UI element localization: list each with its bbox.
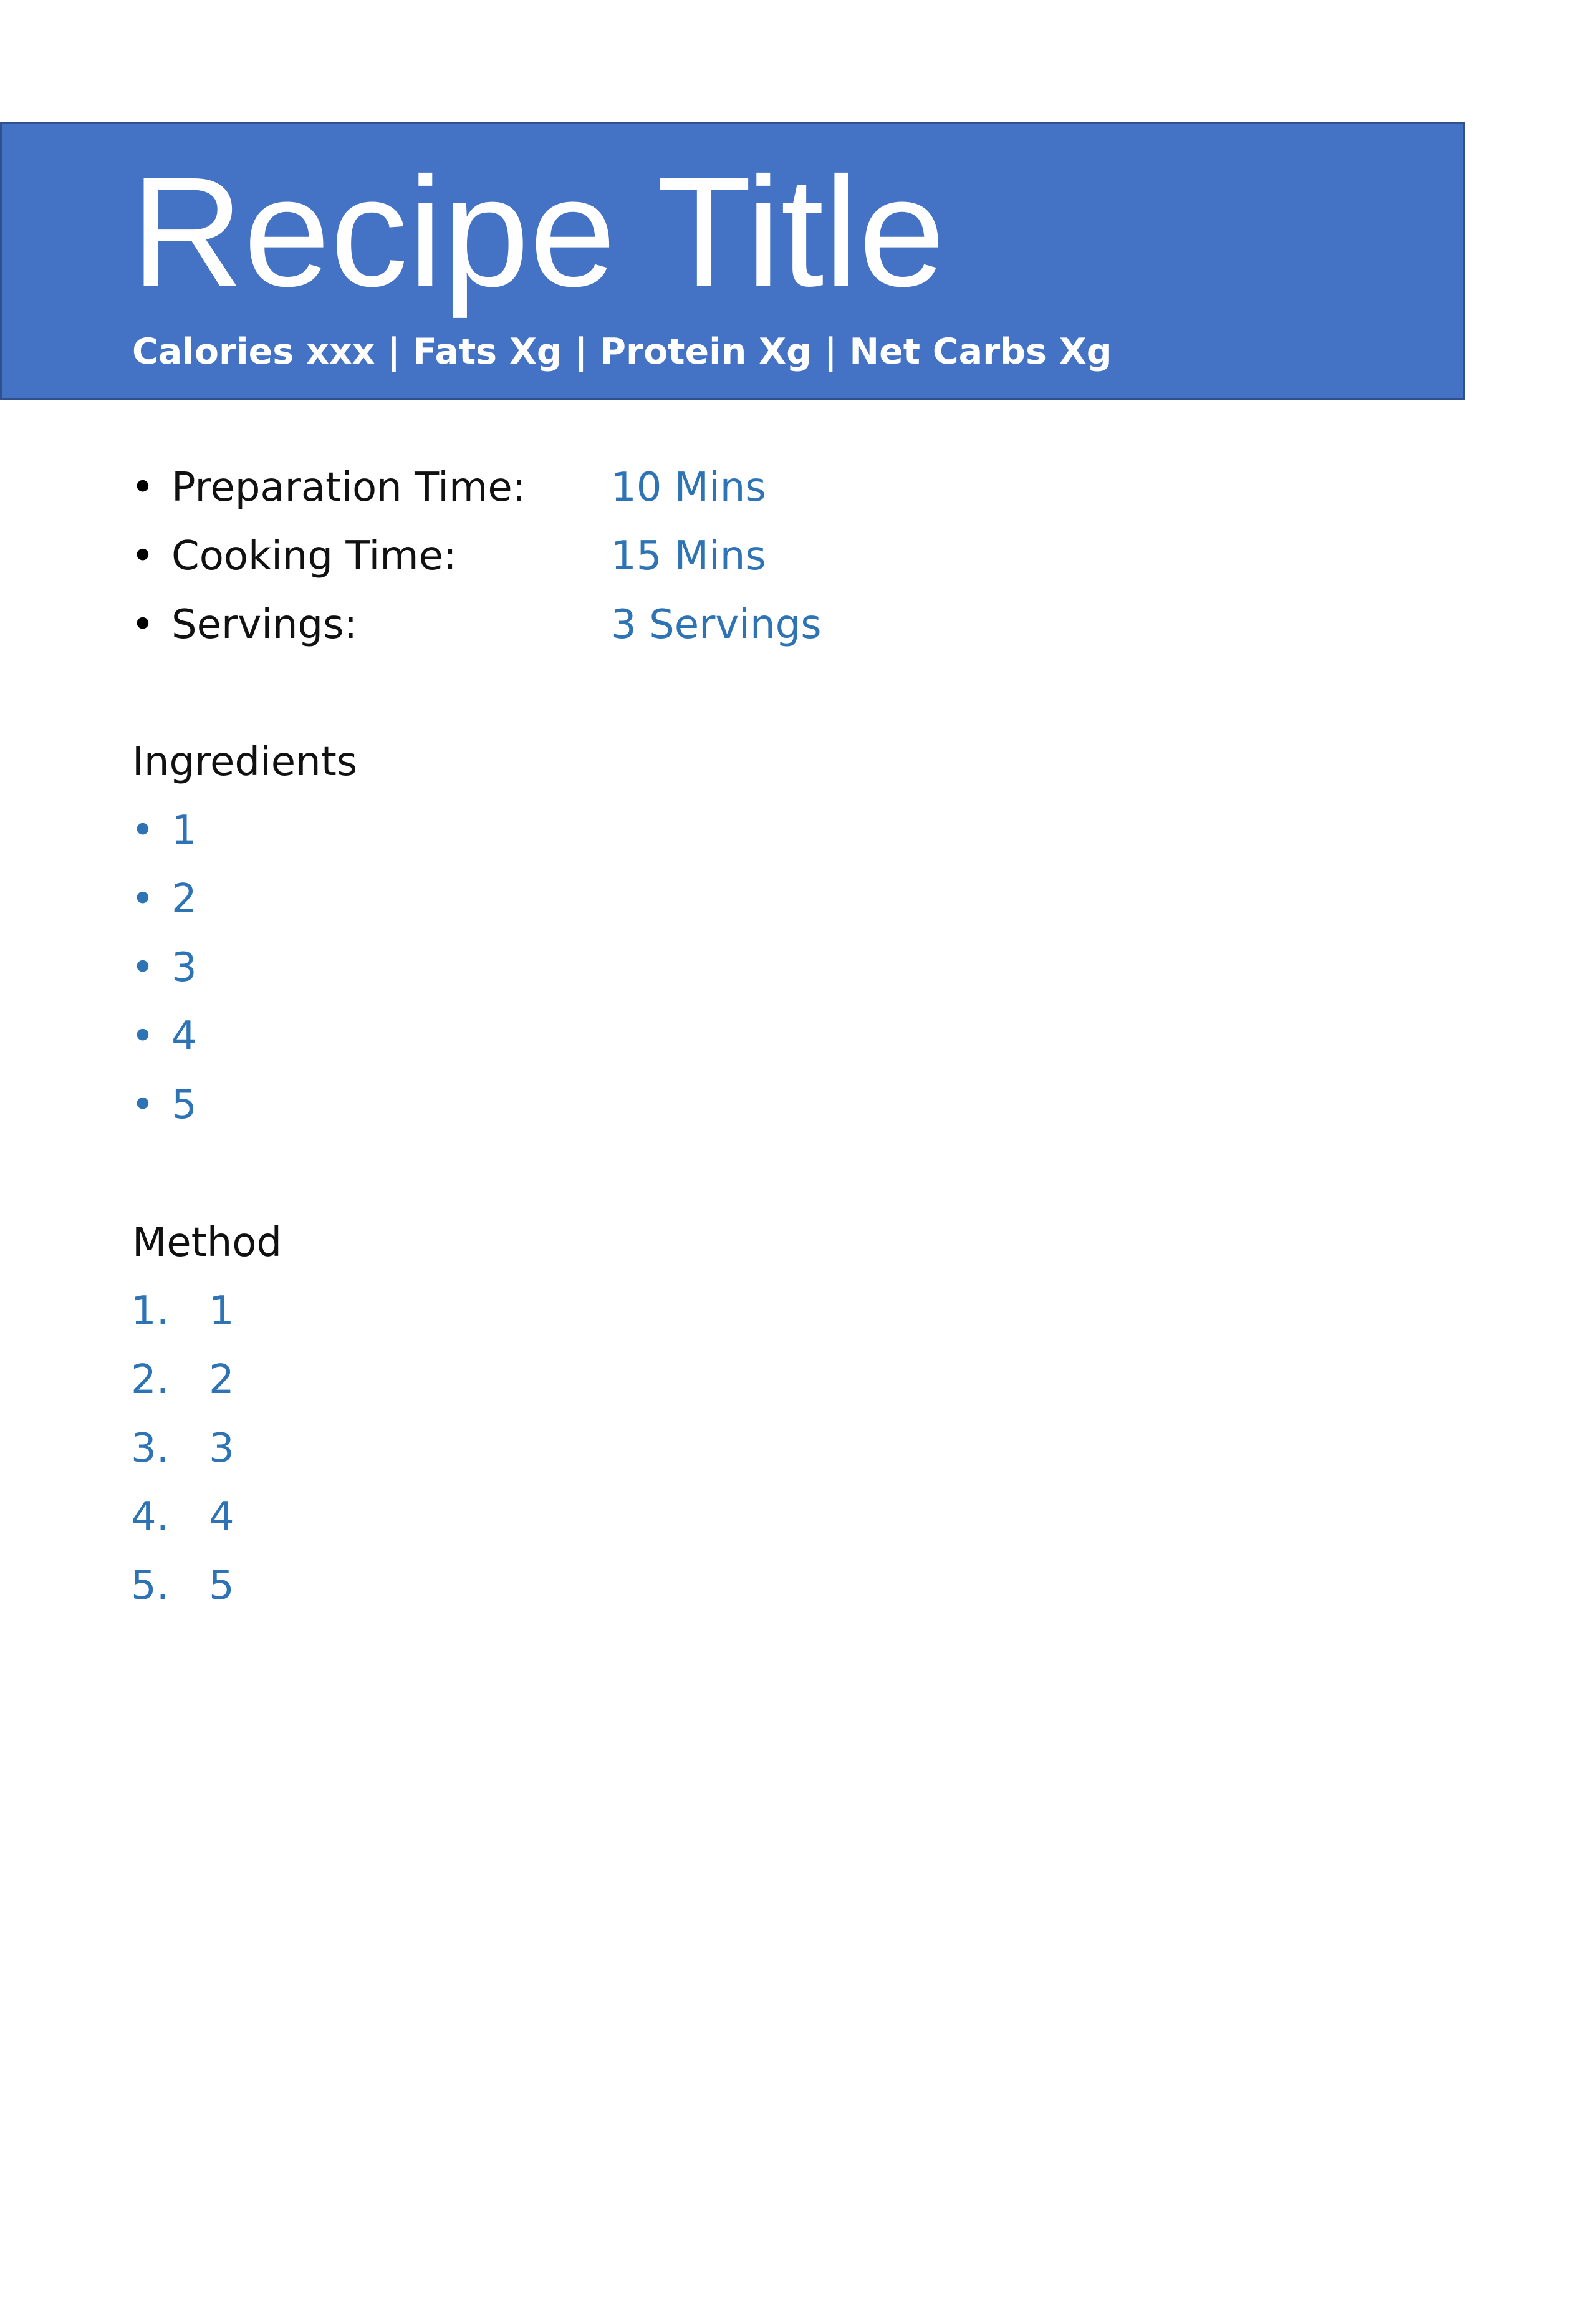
ingredient-text: 5 — [171, 1082, 197, 1128]
ingredients-heading: Ingredients — [132, 739, 358, 785]
bullet: • — [131, 945, 155, 991]
servings-label: Servings: — [171, 602, 358, 648]
ingredient-text: 4 — [171, 1013, 197, 1059]
step-number: 1. — [131, 1288, 170, 1334]
step-text: 2 — [209, 1357, 234, 1403]
preparation-time-label: Preparation Time: — [171, 465, 526, 511]
step-number: 2. — [131, 1357, 170, 1403]
bullet: • — [131, 876, 155, 922]
method-heading: Method — [132, 1220, 282, 1266]
ingredient-text: 2 — [171, 876, 197, 922]
step-number: 3. — [131, 1426, 170, 1472]
step-text: 4 — [209, 1494, 234, 1540]
meta-row-cooking — [131, 531, 1128, 581]
meta-row-servings — [131, 600, 1128, 650]
bullet: • — [131, 465, 155, 511]
bullet: • — [131, 1013, 155, 1059]
step-text: 5 — [209, 1563, 234, 1609]
cooking-time-value: 15 Mins — [611, 533, 766, 579]
step-number: 5. — [131, 1563, 170, 1609]
preparation-time-value: 10 Mins — [611, 465, 766, 511]
step-number: 4. — [131, 1494, 170, 1540]
ingredient-text: 1 — [171, 808, 197, 854]
recipe-title: Recipe Title — [131, 145, 946, 319]
step-text: 3 — [209, 1426, 234, 1472]
servings-value: 3 Servings — [611, 602, 822, 648]
ingredient-text: 3 — [171, 945, 197, 991]
meta-row-preparation — [131, 463, 1128, 513]
bullet: • — [131, 602, 155, 648]
bullet: • — [131, 1082, 155, 1128]
nutrition-summary: Calories xxx | Fats Xg | Protein Xg | Net Carbs Xg — [132, 331, 1112, 372]
bullet: • — [131, 808, 155, 854]
bullet: • — [131, 533, 155, 579]
cooking-time-label: Cooking Time: — [171, 533, 457, 579]
step-text: 1 — [209, 1288, 234, 1334]
